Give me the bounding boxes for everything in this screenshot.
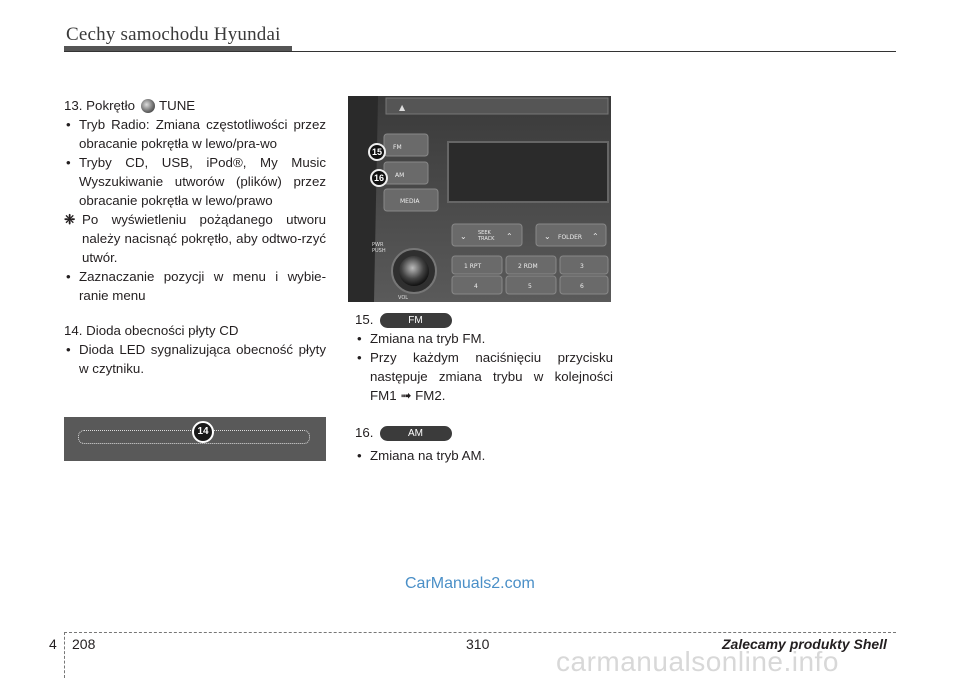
item-14-title: 14. Dioda obecności płyty CD bbox=[64, 323, 239, 338]
watermark-carmanualsonline[interactable]: carmanualsonline.info bbox=[556, 646, 839, 677]
bullet-cd-led: • Dioda LED sygnalizująca obecność płyty w czytniku. bbox=[64, 340, 326, 378]
bullet-fm-mode: • Zmiana na tryb FM. bbox=[355, 329, 613, 348]
eject-icon: ▲ bbox=[399, 103, 406, 112]
item-16-title: 16. AM bbox=[355, 423, 613, 442]
radio-preset-4-label: 4 bbox=[474, 283, 478, 290]
note-press-knob bbox=[64, 210, 326, 267]
bullet-cd-usb-text: Tryby CD, USB, iPod®, My Music Wyszukiwanie utworów (plików) przez obracanie pokrętła w lewo/prawo bbox=[79, 155, 326, 208]
radio-panel-drawing bbox=[348, 96, 611, 302]
callout-15: 15 bbox=[368, 143, 386, 161]
svg-text:⌃: ⌃ bbox=[592, 232, 599, 241]
radio-push-label: PUSH bbox=[372, 248, 386, 254]
bullet-am-mode: • Zmiana na tryb AM. bbox=[355, 446, 613, 465]
fm-button-icon: FM bbox=[380, 313, 452, 328]
note-text: Po wyświetleniu pożądanego utworu należy nacisnąć pokrętło, aby odtwo-rzyć utwór. bbox=[82, 212, 326, 265]
footer-rule bbox=[64, 632, 896, 633]
footer-page-number: 208 bbox=[72, 636, 96, 652]
footer-divider bbox=[64, 632, 65, 678]
radio-vol-label: VOL bbox=[398, 295, 409, 301]
radio-track-label: TRACK bbox=[478, 236, 495, 242]
cd-led-callout: 14 bbox=[192, 421, 214, 443]
footer-shell-text: Zalecamy produkty Shell bbox=[722, 636, 887, 652]
radio-am-label: AM bbox=[395, 172, 405, 179]
radio-media-label: MEDIA bbox=[400, 198, 420, 205]
item-15-title: 15. FM bbox=[355, 310, 613, 329]
radio-preset-1-label: 1 RPT bbox=[464, 263, 482, 270]
note-mark-icon: ❈ bbox=[64, 212, 76, 227]
svg-text:⌄: ⌄ bbox=[544, 232, 551, 241]
radio-panel-photo bbox=[348, 96, 611, 302]
page-header-title: Cechy samochodu Hyundai bbox=[66, 24, 281, 45]
callout-16: 16 bbox=[370, 169, 388, 187]
radio-preset-3-label: 3 bbox=[580, 263, 584, 270]
radio-folder-label: FOLDER bbox=[558, 234, 583, 241]
svg-text:⌃: ⌃ bbox=[506, 232, 513, 241]
bullet-cd-usb-mode bbox=[64, 153, 326, 210]
right-column bbox=[355, 310, 613, 465]
svg-text:⌄: ⌄ bbox=[460, 232, 467, 241]
radio-preset-5-label: 5 bbox=[528, 283, 532, 290]
watermark-carmanuals[interactable]: CarManuals2.com bbox=[405, 575, 535, 592]
radio-preset-2-label: 2 RDM bbox=[518, 263, 538, 270]
cd-slot-illustration bbox=[64, 417, 326, 461]
radio-preset-6-label: 6 bbox=[580, 283, 584, 290]
radio-pwr-label: PWR bbox=[372, 242, 384, 248]
radio-fm-label: FM bbox=[393, 144, 402, 151]
tune-knob-icon bbox=[141, 99, 155, 113]
bullet-menu-select: • Zaznaczanie pozycji w menu i wybie-ranie menu bbox=[64, 267, 326, 305]
bullet-fm-toggle: • Przy każdym naciśnięciu przycisku następuje zmiana trybu w kolejności FM1 ➟ FM2. bbox=[355, 348, 613, 405]
footer-chapter-number: 4 bbox=[49, 636, 57, 652]
am-button-icon: AM bbox=[380, 426, 452, 441]
item-13-title: 13. Pokrętło TUNE bbox=[64, 98, 196, 113]
header-rule bbox=[64, 51, 896, 52]
bullet-radio-mode: • Tryb Radio: Zmiana częstotliwości przez obracanie pokrętła w lewo/pra-wo bbox=[64, 115, 326, 153]
left-column bbox=[64, 96, 326, 378]
footer-center-number: 310 bbox=[466, 636, 490, 652]
radio-seek-label: SEEK bbox=[478, 230, 491, 236]
